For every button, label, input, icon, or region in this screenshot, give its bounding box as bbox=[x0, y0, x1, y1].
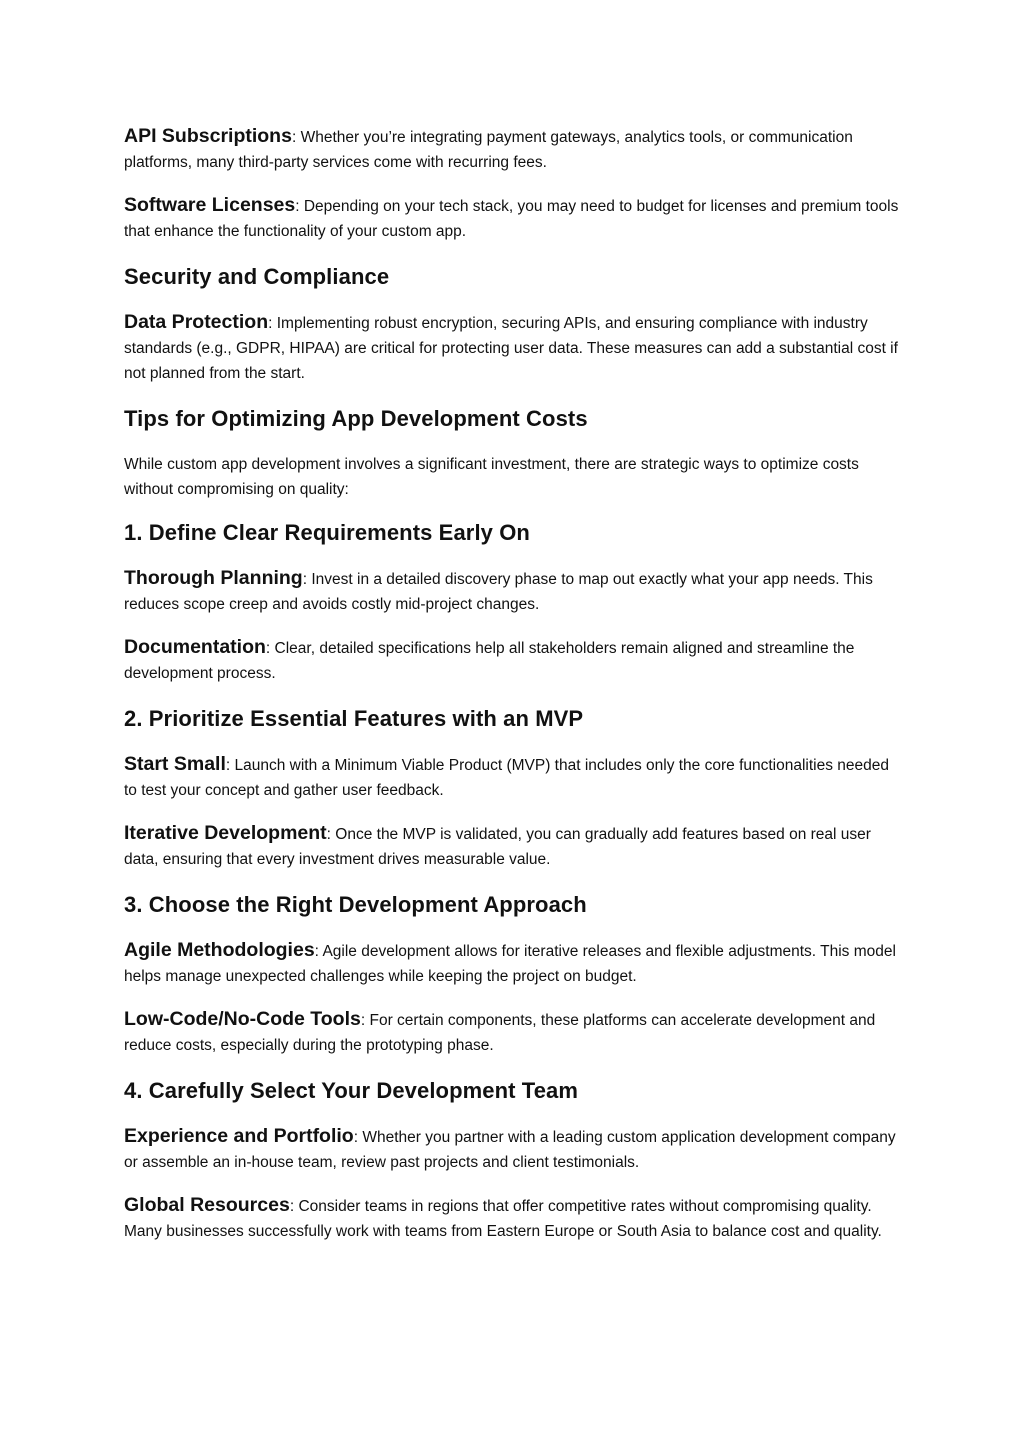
paragraph-text: Depending on your tech stack, you may need to budget for licenses and premium tools that enhance the functionality of your custom app. bbox=[124, 198, 899, 240]
paragraph-text: Invest in a detailed discovery phase to map out exactly what your app needs. This reduces scope creep and avoids costly mid-project changes. bbox=[124, 571, 873, 613]
term-label: Iterative Development bbox=[124, 822, 327, 844]
heading-define-requirements: 1. Define Clear Requirements Early On bbox=[124, 520, 530, 545]
heading-prioritize-mvp: 2. Prioritize Essential Features with an MVP bbox=[124, 706, 584, 731]
paragraph-text: Clear, detailed specifications help all stakeholders remain aligned and streamline the development process. bbox=[124, 640, 855, 682]
term-label: Thorough Planning bbox=[124, 567, 303, 589]
intro-paragraph: While custom app development involves a significant investment, there are strategic ways to optimize costs without compromising on quality: bbox=[124, 456, 859, 498]
paragraph-documentation: Documentation: Clear, detailed specifications help all stakeholders remain aligned and streamline the development process. bbox=[124, 636, 855, 682]
heading-security-compliance: Security and Compliance bbox=[124, 264, 390, 289]
paragraph-text: For certain components, these platforms can accelerate development and reduce costs, especially during the prototyping phase. bbox=[124, 1012, 876, 1054]
term-label: Experience and Portfolio bbox=[124, 1125, 354, 1147]
document-page bbox=[124, 124, 906, 1262]
term-label: Start Small bbox=[124, 753, 226, 775]
term-label: Software Licenses bbox=[124, 194, 296, 216]
paragraph-text: Launch with a Minimum Viable Product (MVP) that includes only the core functionalities needed to test your concept and gather user feedback. bbox=[124, 757, 890, 799]
paragraph-iterative-development: Iterative Development: Once the MVP is validated, you can gradually add features based on real user data, ensuring that every investment drives measurable value. bbox=[124, 822, 871, 868]
heading-tips-optimizing: Tips for Optimizing App Development Costs bbox=[124, 406, 588, 431]
paragraph-text: Agile development allows for iterative releases and flexible adjustments. This model helps manage unexpected challenges while keeping the project on budget. bbox=[124, 943, 896, 985]
paragraph-api-subscriptions: API Subscriptions: Whether you’re integrating payment gateways, analytics tools, or communication platforms, many third-party services come with recurring fees. bbox=[124, 125, 853, 171]
term-label: Agile Methodologies bbox=[124, 939, 315, 961]
term-label: API Subscriptions bbox=[124, 125, 292, 147]
heading-development-team: 4. Carefully Select Your Development Team bbox=[124, 1078, 579, 1103]
term-label: Global Resources bbox=[124, 1194, 290, 1216]
paragraph-text: Once the MVP is validated, you can gradually add features based on real user data, ensuring that every investment drives measurable value. bbox=[124, 826, 871, 868]
term-label: Low-Code/No-Code Tools bbox=[124, 1008, 361, 1030]
paragraph-start-small: Start Small: Launch with a Minimum Viable Product (MVP) that includes only the core functionalities needed to test your concept and gather user feedback. bbox=[124, 753, 890, 799]
paragraph-data-protection: Data Protection: Implementing robust encryption, securing APIs, and ensuring compliance with industry standards (e.g., GDPR, HIPAA) are critical for protecting user data. These measures can add a substantial cost if not planned from the start. bbox=[124, 311, 898, 382]
paragraph-low-code-tools: Low-Code/No-Code Tools: For certain components, these platforms can accelerate development and reduce costs, especially during the prototyping phase. bbox=[124, 1008, 876, 1054]
heading-development-approach: 3. Choose the Right Development Approach bbox=[124, 892, 587, 917]
paragraph-text: Implementing robust encryption, securing APIs, and ensuring compliance with industry standards (e.g., GDPR, HIPAA) are critical for protecting user data. These measures can add a substantial cost if not planned from the start. bbox=[124, 315, 898, 382]
paragraph-text: Consider teams in regions that offer competitive rates without compromising quality. Many businesses successfully work with teams from Eastern Europe or South Asia to balance cost and quality. bbox=[124, 1198, 882, 1240]
paragraph-agile-methodologies: Agile Methodologies: Agile development allows for iterative releases and flexible adjustments. This model helps manage unexpected challenges while keeping the project on budget. bbox=[124, 939, 896, 985]
paragraph-text: Whether you partner with a leading custom application development company or assemble an in-house team, review past projects and client testimonials. bbox=[124, 1129, 896, 1171]
term-label: Documentation bbox=[124, 636, 266, 658]
paragraph-experience-portfolio: Experience and Portfolio: Whether you partner with a leading custom application development company or assemble an in-house team, review past projects and client testimonials. bbox=[124, 1125, 896, 1171]
paragraph-software-licenses: Software Licenses: Depending on your tech stack, you may need to budget for licenses and premium tools that enhance the functionality of your custom app. bbox=[124, 194, 899, 240]
paragraph-global-resources: Global Resources: Consider teams in regions that offer competitive rates without compromising quality. Many businesses successfully work with teams from Eastern Europe or South Asia to balance cost and quality. bbox=[124, 1194, 882, 1240]
term-label: Data Protection bbox=[124, 311, 269, 333]
paragraph-thorough-planning: Thorough Planning: Invest in a detailed discovery phase to map out exactly what your app needs. This reduces scope creep and avoids costly mid-project changes. bbox=[124, 567, 873, 613]
paragraph-text: Whether you’re integrating payment gateways, analytics tools, or communication platforms, many third-party services come with recurring fees. bbox=[124, 129, 853, 171]
